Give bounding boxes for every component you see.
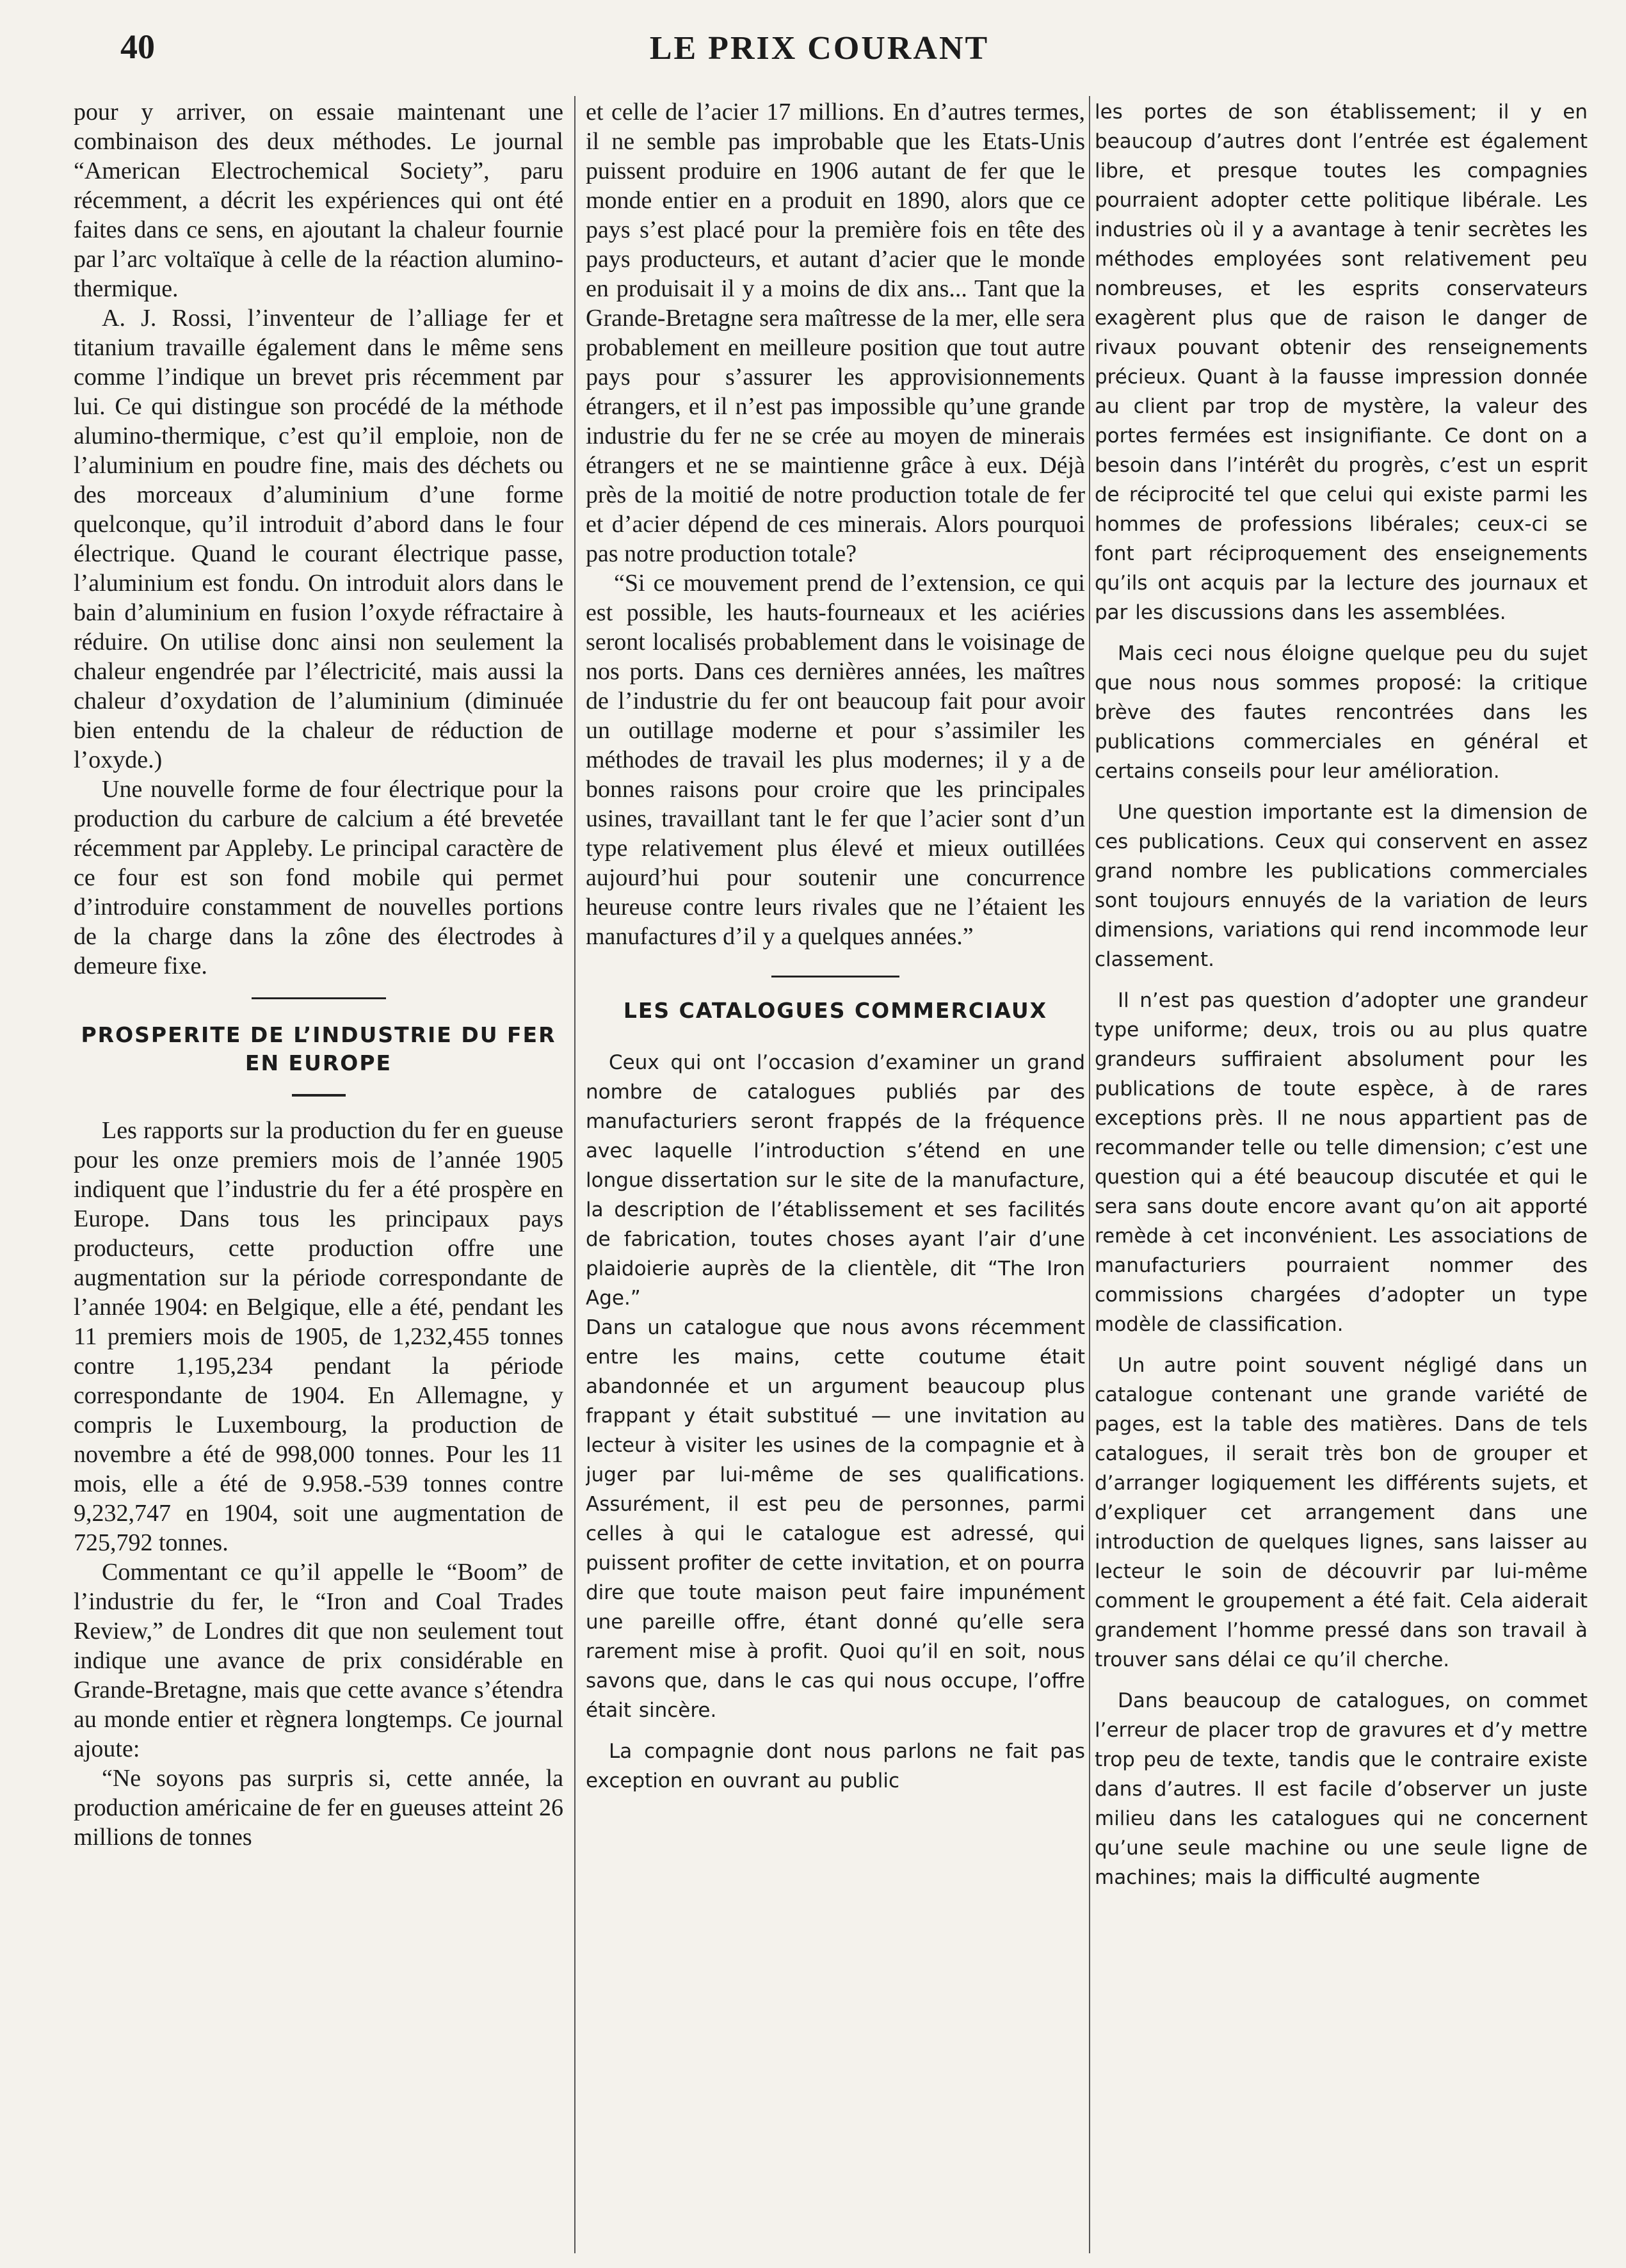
column-left (74, 97, 563, 2248)
column-right (1095, 97, 1588, 2248)
paragraph: les portes de son établissement; il y en beaucoup d’autres dont l’entrée est également libre, et presque toutes les compagnies pourraient adopter cette politique libérale. Les industries où il y a avantage à tenir secrètes les méthodes employées sont relativement peu nombreuses, et les esprits conservateurs exagèrent plus que de raison le danger de rivaux pouvant obtenir des renseignements précieux. Quant à la fausse impression donnée au client par trop de mystère, la valeur des portes fermées est insignifiante. Ce dont on a besoin dans l’intérêt du progrès, c’est un esprit de réciprocité tel que celui qui existe parmi les hommes de professions libérales; ceux-ci se font part réciproquement des enseignements qu’ils ont acquis par la lecture des journaux et par les discussions dans les assemblées. (1095, 101, 1588, 624)
paragraph: Mais ceci nous éloigne quelque peu du sujet que nous nous sommes proposé: la critique brève des fautes rencontrées dans les publications commerciales en général et certains conseils pour leur amélioration. (1095, 642, 1588, 783)
paragraph: Les rapports sur la production du fer en gueuse pour les onze premiers mois de l’année 1905 indiquent que l’industrie du fer a été prospère en Europe. Dans tous les principaux pays producteurs, cette production offre une augmentation sur la période correspondante de l’année 1904: en Belgique, elle a été, pendant les 11 premiers mois de 1905, de 1,232,455 tonnes contre 1,195,234 pendant la période correspondante de 1904. En Allemagne, y compris le Luxembourg, la production de novembre a été de 998,000 tonnes. Pour les 11 mois, elle a été de 9.958.-539 tonnes contre 9,232,747 en 1904, soit une augmentation de 725,792 tonnes. (74, 1117, 563, 1556)
paragraph: Dans beaucoup de catalogues, on commet l’erreur de placer trop de gravures et d’y mettre trop peu de texte, tandis que le contraire existe dans d’autres. Il est facile d’observer un juste milieu dans les catalogues qui ne concernent qu’une seule machine ou une seule ligne de machines; mais la difficulté augmente (1095, 1689, 1588, 1889)
column-rule (1089, 96, 1090, 2253)
paragraph: Ceux qui ont l’occasion d’examiner un grand nombre de catalogues publiés par des manufacturiers seront frappés de la fréquence avec laquelle l’introduction s’étend en une longue dissertation sur le site de la manufacture, la description de l’établissement et ses facilités de fabrication, toutes choses ayant l’air d’une plaidoierie auprès de la clientèle, dit “The Iron Age.” (586, 1051, 1085, 1310)
article-separator (252, 997, 386, 999)
article-electrochemistry-end (74, 97, 563, 981)
column-middle (586, 97, 1085, 2248)
paragraph: Dans un catalogue que nous avons récemment entre les mains, cette coutume était abandonnée et un argument beaucoup plus frappant y était substitué — une invitation au lecteur à visiter les usines de la compagnie et à juger par lui-même de ses qualifications. Assurément, il est peu de personnes, parmi celles à qui le catalogue est adressé, qui puissent profiter de cette invitation, et on pourra dire que toute maison peut faire impunément une pareille offre, étant donné qu’elle sera rarement mise à profit. Quoi qu’il en soit, nous savons que, dans le cas qui nous occupe, l’offre était sincère. (586, 1316, 1085, 1722)
paragraph: Une question importante est la dimension de ces publications. Ceux qui conservent en assez grand nombre les publications commerciales sont toujours ennuyés de la variation de leurs dimensions, variations qui rend incommode leur classement. (1095, 801, 1588, 971)
article-separator (771, 976, 899, 977)
spacer (586, 1025, 1085, 1048)
article-catalogues (586, 1048, 1085, 1796)
paragraph: et celle de l’acier 17 millions. En d’autres termes, il ne semble pas improbable que les Etats-Unis puissent produire en 1906 autant de fer que le monde entier en a produit en 1890, alors que ce pays s’est placé pour la première fois en tête des pays producteurs, et autant d’acier que le monde en produisait il y a moins de dix ans... Tant que la Grande-Bretagne sera maîtresse de la mer, elle sera probablement en meilleure position que tout autre pays pour s’assurer les approvisionnements étrangers, et il n’est pas impossible qu’une grande industrie du fer ne se crée au moyen de minerais étrangers et ne se maintienne grâce à eux. Déjà près de la moitié de notre production totale de fer et d’acier dépend de ces minerais. Alors pourquoi pas notre production totale? (586, 99, 1085, 567)
paragraph: Commentant ce qu’il appelle le “Boom” de l’industrie du fer, le “Iron and Coal Trades Review,” de Londres dit que non seulement tout indique une avance de prix considérable en Grande-Bretagne, mais que cette avance s’étendra au monde entier et règnera longtemps. Ce journal ajoute: (74, 1559, 563, 1762)
article-iron-prosperity (74, 1116, 563, 1852)
paragraph: Un autre point souvent négligé dans un catalogue contenant une grande variété de pages, est la table des matières. Dans de tels catalogues, il serait très bon de grouper et d’arranger logiquement les différents sujets, et d’expliquer cet arrangement dans une introduction de quelques lignes, sans laisser au lecteur le soin de découvrir par lui-même comment le groupement a été fait. Cela aiderait grandement l’homme pressé dans son travail à trouver sans délai ce qu’il cherche. (1095, 1354, 1588, 1671)
article-catalogues-continued (1095, 97, 1588, 1892)
article-iron-prosperity-continued (586, 97, 1085, 951)
heading-rule (292, 1094, 346, 1097)
section-heading: LES CATALOGUES COMMERCIAUX (623, 998, 1048, 1023)
running-head: LE PRIX COURANT (649, 30, 990, 67)
column-rule (574, 96, 576, 2253)
paragraph: Il n’est pas question d’adopter une grandeur type uniforme; deux, trois ou au plus quatre grandeurs suffiraient absolument pour les publications de toute espèce, à de rares exceptions près. Il ne nous appartient pas de recommander telle ou telle dimension; c’est une question qui a été beaucoup discutée et qui le sera sans doute encore avant qu’on ait apporté remède à cet inconvénient. Les associations de manufacturiers pourraient nommer des commissions chargées d’adopter un type modèle de classification. (1095, 989, 1588, 1336)
paragraph: A. J. Rossi, l’inventeur de l’alliage fer et titanium travaille également dans le même sens comme l’indique un brevet pris récemment par lui. Ce qui distingue son procédé de la méthode alumino-thermique, c’est qu’il emploie, non de l’aluminium en poudre fine, mais des déchets ou des morceaux d’aluminium d’une forme quelconque, qu’il introduit d’abord dans le four électrique. Quand le courant électrique passe, l’aluminium est fondu. On introduit alors dans le bain d’aluminium en fusion l’oxyde réfractaire à réduire. On utilise donc ainsi non seulement la chaleur engendrée par l’électricité, mais aussi la chaleur d’oxydation de l’aluminium (diminuée bien entendu de la chaleur de réduction de l’oxyde.) (74, 305, 563, 773)
paragraph: pour y arriver, on essaie maintenant une combinaison des deux méthodes. Le journal “American Electrochemical Society”, paru récemment, a décrit les expériences qui ont été faites dans ce sens, en ajoutant la chaleur fournie par l’arc voltaïque à celle de la réaction alumino-thermique. (74, 99, 563, 302)
section-heading: PROSPERITE DE L’INDUSTRIE DU FER EN EUROPE (81, 1022, 556, 1075)
paragraph: Une nouvelle forme de four électrique pour la production du carbure de calcium a été brevetée récemment par Appleby. Le principal caractère de ce four est son fond mobile qui permet d’introduire constamment de nouvelles portions de la charge dans la zône des électrodes à demeure fixe. (74, 776, 563, 979)
paragraph: “Si ce mouvement prend de l’extension, ce qui est possible, les hauts-fourneaux et les aciéries seront localisés probablement dans le voisinage de nos ports. Dans ces dernières années, les maîtres de l’industrie du fer ont beaucoup fait pour avoir un outillage moderne et pour s’assimiler les méthodes de travail les plus modernes; il y a de bonnes raisons pour croire que les principales usines, travaillant tant le fer que l’acier sont d’un type relativement plus élevé et mieux outillées aujourd’hui pour soutenir une concurrence heureuse contre leurs rivales que ne l’étaient les manufactures d’il y a quelques années.” (586, 570, 1085, 950)
page-number: 40 (120, 28, 155, 66)
paragraph: “Ne soyons pas surpris si, cette année, la production américaine de fer en gueuses atteint 26 millions de tonnes (74, 1765, 563, 1851)
paragraph: La compagnie dont nous parlons ne fait pas exception en ouvrant au public (586, 1740, 1085, 1792)
